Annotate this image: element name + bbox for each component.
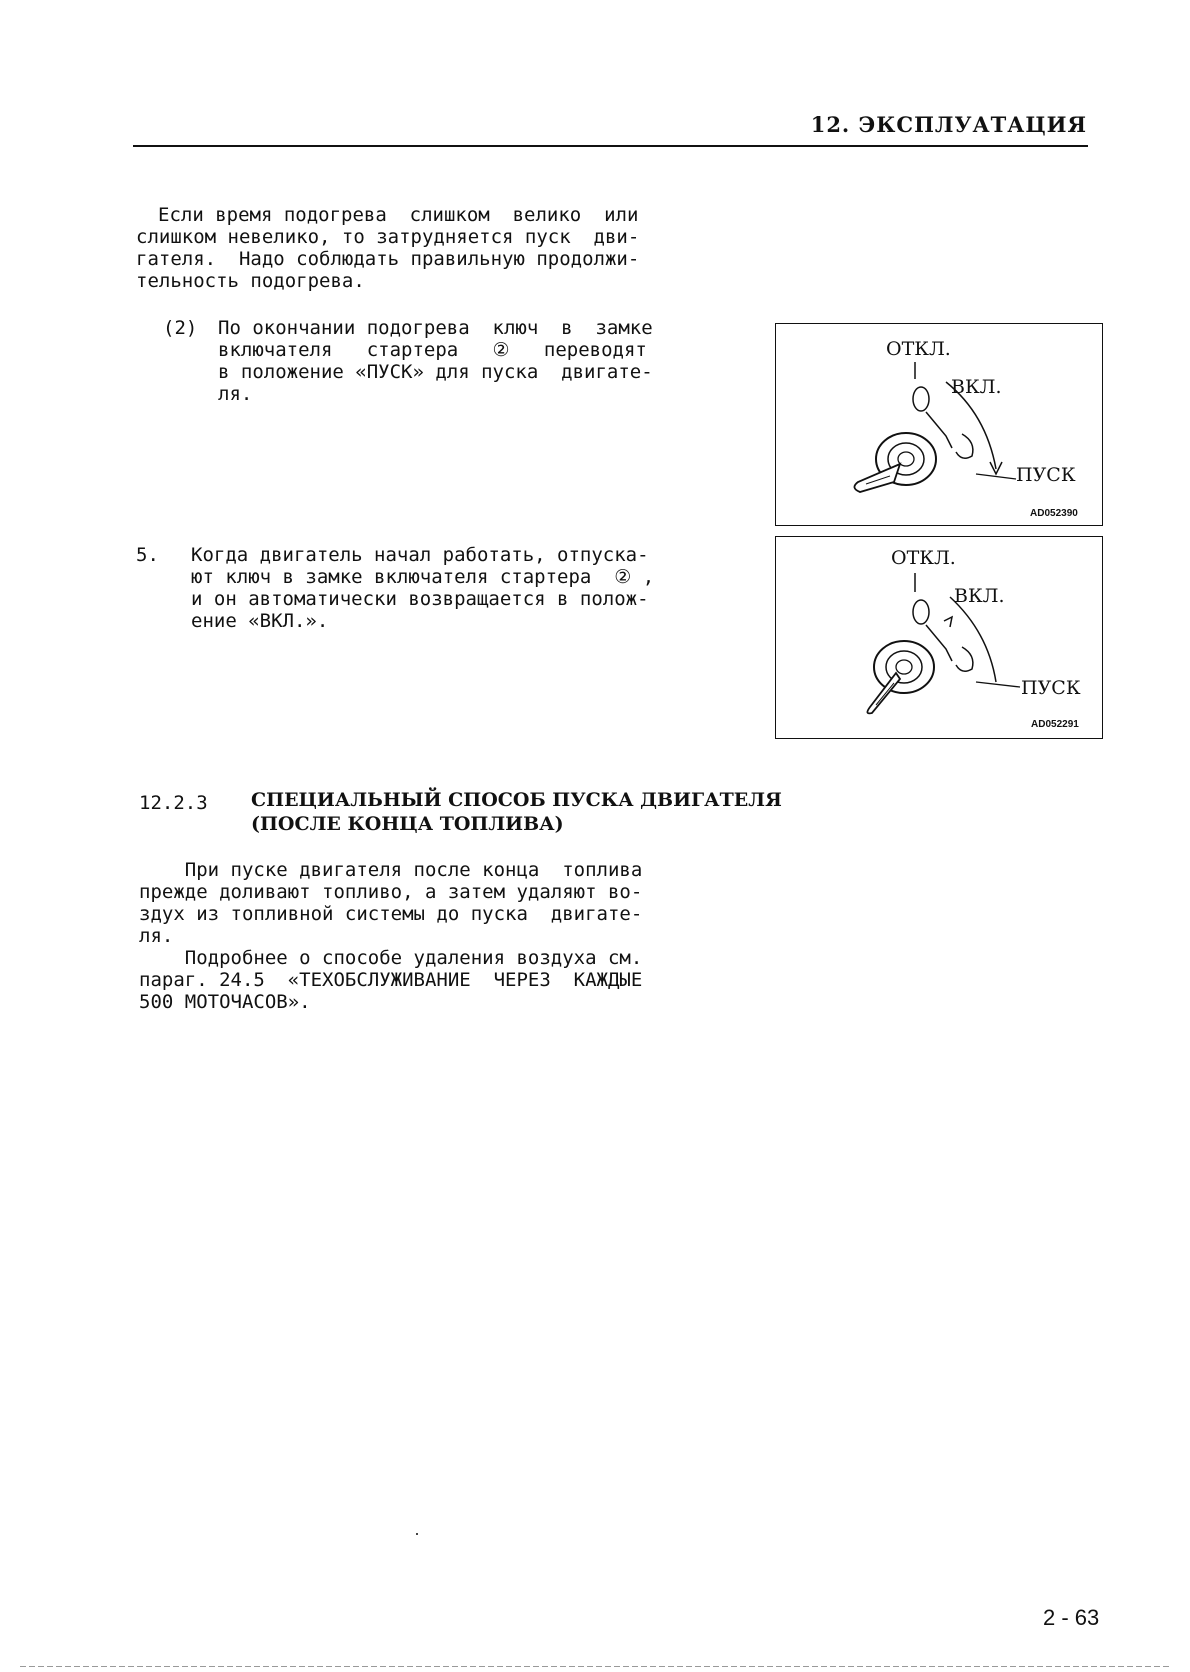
text-line: в положение «ПУСК» для пуска двигате- <box>218 361 653 383</box>
text-line: здух из топливной системы до пуска двигате- <box>139 903 643 925</box>
figure-code: AD052291 <box>1031 719 1079 730</box>
text-line: ля. <box>139 925 174 947</box>
text-line: ют ключ в замке включателя стартера ② , <box>191 566 655 588</box>
label-off: ОТКЛ. <box>891 547 956 569</box>
step-marker: (2) <box>163 317 198 339</box>
label-start: ПУСК <box>1021 677 1081 699</box>
step-marker: 5. <box>136 544 159 566</box>
text-line: Подробнее о способе удаления воздуха см. <box>139 947 643 969</box>
page-number: 2 - 63 <box>1043 1605 1100 1630</box>
text-line: и он автоматически возвращается в полож- <box>191 588 649 610</box>
text-line: 500 МОТОЧАСОВ». <box>139 991 311 1013</box>
text-line: Когда двигатель начал работать, отпуска- <box>191 544 649 566</box>
scan-edge-line <box>20 1666 1170 1667</box>
text-line: ение «ВКЛ.». <box>191 610 329 632</box>
header-divider <box>133 145 1088 147</box>
label-start: ПУСК <box>1016 464 1076 486</box>
text-line: прежде доливают топливо, а затем удаляют во- <box>139 881 643 903</box>
label-on: ВКЛ. <box>954 585 1005 607</box>
text-line: слишком невелико, то затрудняется пуск дви- <box>136 226 640 248</box>
text-line: ля. <box>218 383 253 405</box>
section-header-title: 12. ЭКСПЛУАТАЦИЯ <box>810 112 1087 137</box>
figure-starter-switch-on <box>775 536 1103 739</box>
text-line: тельность подогрева. <box>136 270 365 292</box>
section-number: 12.2.3 <box>139 792 208 814</box>
section-title-line: (ПОСЛЕ КОНЦА ТОПЛИВА) <box>251 813 564 835</box>
text-line: параг. 24.5 «ТЕХОБСЛУЖИВАНИЕ ЧЕРЕЗ КАЖДЫЕ <box>139 969 643 991</box>
text-line: При пуске двигателя после конца топлива <box>139 859 643 881</box>
label-on: ВКЛ. <box>951 376 1002 398</box>
section-title-line: СПЕЦИАЛЬНЫЙ СПОСОБ ПУСКА ДВИГАТЕЛЯ <box>251 789 782 811</box>
figure-code: AD052390 <box>1030 508 1078 519</box>
text-line: гателя. Надо соблюдать правильную продолжи- <box>136 248 640 270</box>
text-line: По окончании подогрева ключ в замке <box>218 317 653 339</box>
label-off: ОТКЛ. <box>886 338 951 360</box>
text-line: включателя стартера ② переводят <box>218 339 647 361</box>
figure-starter-switch-start <box>775 323 1103 526</box>
scan-speck <box>416 1533 418 1535</box>
text-line: Если время подогрева слишком велико или <box>158 204 639 226</box>
